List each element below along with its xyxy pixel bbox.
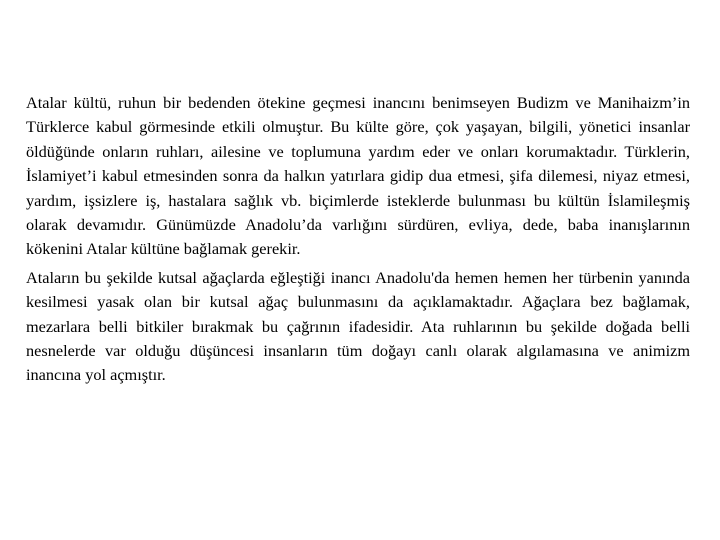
paragraph-sacred-trees: Ataların bu şekilde kutsal ağaçlarda eğleştiği inancı Anadolu'da hemen hemen her türbenin yanında kesilmesi yasak olan bir kutsal ağaç bulunmasını da açıklamaktadır. Ağaçlara bez bağlamak, mezarlara belli bitkiler bırakmak bu çağrının ifadesidir. Ata ruhlarının bu şekilde doğada belli nesnelerde var olduğu düşüncesi insanların tüm doğayı canlı olarak algılamasına ve animizm inancına yol açmıştır. [26, 267, 690, 385]
body-text [26, 91, 690, 392]
paragraph-ancestor-cult: Atalar kültü, ruhun bir bedenden ötekine geçmesi inancını benimseyen Budizm ve Manihaizm’in Türklerce kabul görmesinde etkili olmuştur. Bu külte göre, çok yaşayan, bilgili, yönetici insanlar öldüğünde onların ruhları, ailesine ve toplumuna yardım eder ve onları korumaktadır. Türklerin, İslamiyet’i kabul etmesinden sonra da halkın yatırlara gidip dua etmesi, şifa dilemesi, niyaz etmesi, yardım, işsizlere iş, hastalara sağlık vb. biçimlerde isteklerde bulunması bu kültün İslamileşmiş olarak devamıdır. Günümüzde Anadolu’da varlığını sürdüren, evliya, dede, baba inanışlarının kökenini Atalar kültüne bağlamak gerekir. [26, 93, 690, 259]
